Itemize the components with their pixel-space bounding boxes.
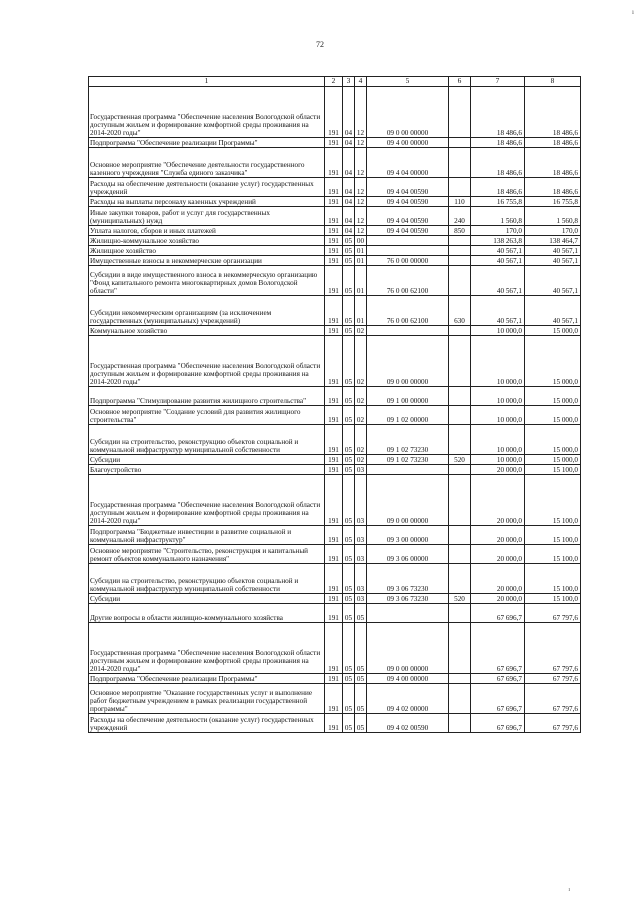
- item-name-cell: Жилищно-коммунальное хозяйство: [89, 236, 325, 246]
- amount-year2-cell: 138 464,7: [525, 236, 581, 246]
- amount-year2-cell: 40 567,1: [525, 266, 581, 296]
- amount-year2-cell: 67 797,6: [525, 604, 581, 623]
- item-name-cell: Подпрограмма "Бюджетные инвестиции в развитие социальной и коммунальной инфраструктур": [89, 526, 325, 545]
- header-cell: 6: [449, 77, 471, 87]
- table-row: [89, 148, 581, 178]
- ministry-code-cell: 191: [325, 326, 343, 336]
- table-row: [89, 526, 581, 545]
- amount-year1-cell: 40 567,1: [471, 256, 525, 266]
- amount-year2-cell: 15 100,0: [525, 475, 581, 526]
- expense-type-cell: 520: [449, 594, 471, 604]
- target-article-cell: 09 4 04 00590: [367, 178, 449, 197]
- section-code-cell: 05: [343, 236, 355, 246]
- section-code-cell: 05: [343, 246, 355, 256]
- expense-type-cell: 240: [449, 207, 471, 226]
- subsection-code-cell: 05: [355, 684, 367, 714]
- table-header-row: [89, 77, 581, 87]
- item-name-cell: Основное мероприятие "Обеспечение деятельности государственного казенного учреждения "Служба единого заказчика": [89, 148, 325, 178]
- target-article-cell: 09 1 02 73230: [367, 455, 449, 465]
- target-article-cell: [367, 326, 449, 336]
- item-name-cell: Расходы на выплаты персоналу казенных учреждений: [89, 197, 325, 207]
- ministry-code-cell: 191: [325, 296, 343, 326]
- expense-type-cell: [449, 266, 471, 296]
- expense-type-cell: [449, 336, 471, 387]
- ministry-code-cell: 191: [325, 475, 343, 526]
- ministry-code-cell: 191: [325, 604, 343, 623]
- subsection-code-cell: 02: [355, 387, 367, 406]
- expense-type-cell: 630: [449, 296, 471, 326]
- table-row: [89, 604, 581, 623]
- table-row: [89, 475, 581, 526]
- amount-year1-cell: 20 000,0: [471, 526, 525, 545]
- table-row: [89, 296, 581, 326]
- expense-type-cell: [449, 564, 471, 594]
- amount-year1-cell: 10 000,0: [471, 425, 525, 455]
- section-code-cell: 05: [343, 387, 355, 406]
- subsection-code-cell: 01: [355, 246, 367, 256]
- subsection-code-cell: 12: [355, 138, 367, 148]
- amount-year1-cell: 10 000,0: [471, 406, 525, 425]
- target-article-cell: [367, 246, 449, 256]
- item-name-cell: Государственная программа "Обеспечение населения Вологодской области доступным жильем и формирование комфортной среды проживания на 2014-2020 годы": [89, 623, 325, 674]
- ministry-code-cell: 191: [325, 406, 343, 425]
- amount-year1-cell: 20 000,0: [471, 594, 525, 604]
- subsection-code-cell: 03: [355, 564, 367, 594]
- amount-year1-cell: 18 486,6: [471, 148, 525, 178]
- target-article-cell: 09 0 00 00000: [367, 87, 449, 138]
- table-row: [89, 425, 581, 455]
- expense-type-cell: [449, 425, 471, 455]
- section-code-cell: 05: [343, 526, 355, 545]
- ministry-code-cell: 191: [325, 623, 343, 674]
- subsection-code-cell: 02: [355, 406, 367, 425]
- amount-year2-cell: 15 100,0: [525, 564, 581, 594]
- expense-type-cell: [449, 475, 471, 526]
- subsection-code-cell: 12: [355, 197, 367, 207]
- section-code-cell: 04: [343, 197, 355, 207]
- amount-year1-cell: 67 696,7: [471, 684, 525, 714]
- page-number: 72: [316, 40, 324, 49]
- amount-year1-cell: 20 000,0: [471, 475, 525, 526]
- section-code-cell: 05: [343, 425, 355, 455]
- amount-year2-cell: 18 486,6: [525, 138, 581, 148]
- expense-type-cell: [449, 148, 471, 178]
- expense-type-cell: [449, 714, 471, 733]
- item-name-cell: Субсидии: [89, 455, 325, 465]
- target-article-cell: 09 4 04 00590: [367, 226, 449, 236]
- corner-mark: ı: [632, 8, 634, 16]
- item-name-cell: Государственная программа "Обеспечение населения Вологодской области доступным жильем и формирование комфортной среды проживания на 2014-2020 годы": [89, 475, 325, 526]
- expense-type-cell: 110: [449, 197, 471, 207]
- section-code-cell: 05: [343, 296, 355, 326]
- amount-year2-cell: 15 000,0: [525, 425, 581, 455]
- target-article-cell: 09 4 00 00000: [367, 674, 449, 684]
- ministry-code-cell: 191: [325, 526, 343, 545]
- amount-year2-cell: 1 560,8: [525, 207, 581, 226]
- header-cell: 4: [355, 77, 367, 87]
- subsection-code-cell: 02: [355, 425, 367, 455]
- target-article-cell: 09 3 06 73230: [367, 564, 449, 594]
- target-article-cell: 09 1 02 00000: [367, 406, 449, 425]
- item-name-cell: Жилищное хозяйство: [89, 246, 325, 256]
- table-row: [89, 465, 581, 475]
- item-name-cell: Субсидии некоммерческим организациям (за исключением государственных (муниципальных) учреждений): [89, 296, 325, 326]
- table-row: [89, 406, 581, 425]
- bottom-mark: ı: [568, 887, 570, 893]
- section-code-cell: 05: [343, 326, 355, 336]
- amount-year1-cell: 67 696,7: [471, 604, 525, 623]
- ministry-code-cell: 191: [325, 226, 343, 236]
- expense-type-cell: [449, 465, 471, 475]
- amount-year2-cell: 67 797,6: [525, 714, 581, 733]
- subsection-code-cell: 02: [355, 455, 367, 465]
- subsection-code-cell: 02: [355, 326, 367, 336]
- header-cell: 2: [325, 77, 343, 87]
- expense-type-cell: [449, 406, 471, 425]
- expense-type-cell: [449, 604, 471, 623]
- table-row: [89, 564, 581, 594]
- subsection-code-cell: 12: [355, 207, 367, 226]
- amount-year2-cell: 16 755,8: [525, 197, 581, 207]
- section-code-cell: 05: [343, 256, 355, 266]
- amount-year2-cell: 15 000,0: [525, 326, 581, 336]
- amount-year1-cell: 40 567,1: [471, 246, 525, 256]
- subsection-code-cell: 05: [355, 623, 367, 674]
- expense-type-cell: [449, 674, 471, 684]
- subsection-code-cell: 05: [355, 674, 367, 684]
- table-row: [89, 674, 581, 684]
- target-article-cell: 09 0 00 00000: [367, 475, 449, 526]
- ministry-code-cell: 191: [325, 545, 343, 564]
- ministry-code-cell: 191: [325, 714, 343, 733]
- amount-year1-cell: 18 486,6: [471, 178, 525, 197]
- table-row: [89, 387, 581, 406]
- target-article-cell: 09 3 00 00000: [367, 526, 449, 545]
- header-cell: 5: [367, 77, 449, 87]
- item-name-cell: Подпрограмма "Обеспечение реализации Программы": [89, 138, 325, 148]
- item-name-cell: Благоустройство: [89, 465, 325, 475]
- header-cell: 7: [471, 77, 525, 87]
- amount-year1-cell: 170,0: [471, 226, 525, 236]
- ministry-code-cell: 191: [325, 465, 343, 475]
- table-row: [89, 197, 581, 207]
- subsection-code-cell: 03: [355, 545, 367, 564]
- ministry-code-cell: 191: [325, 178, 343, 197]
- item-name-cell: Субсидии: [89, 594, 325, 604]
- ministry-code-cell: 191: [325, 594, 343, 604]
- target-article-cell: [367, 465, 449, 475]
- ministry-code-cell: 191: [325, 564, 343, 594]
- amount-year1-cell: 40 567,1: [471, 296, 525, 326]
- section-code-cell: 04: [343, 207, 355, 226]
- amount-year2-cell: 18 486,6: [525, 178, 581, 197]
- target-article-cell: 09 4 04 00590: [367, 197, 449, 207]
- amount-year2-cell: 40 567,1: [525, 256, 581, 266]
- section-code-cell: 04: [343, 178, 355, 197]
- ministry-code-cell: 191: [325, 266, 343, 296]
- expense-type-cell: [449, 326, 471, 336]
- amount-year2-cell: 15 100,0: [525, 465, 581, 475]
- amount-year2-cell: 67 797,6: [525, 674, 581, 684]
- amount-year2-cell: 15 100,0: [525, 526, 581, 545]
- table-row: [89, 266, 581, 296]
- subsection-code-cell: 12: [355, 178, 367, 197]
- subsection-code-cell: 05: [355, 714, 367, 733]
- item-name-cell: Подпрограмма "Стимулирование развития жилищного строительства": [89, 387, 325, 406]
- ministry-code-cell: 191: [325, 425, 343, 455]
- subsection-code-cell: 05: [355, 604, 367, 623]
- section-code-cell: 05: [343, 684, 355, 714]
- ministry-code-cell: 191: [325, 148, 343, 178]
- target-article-cell: 76 0 00 62100: [367, 266, 449, 296]
- item-name-cell: Субсидии в виде имущественного взноса в некоммерческую организацию "Фонд капитального ремонта многоквартирных домов Вологодской области": [89, 266, 325, 296]
- item-name-cell: Другие вопросы в области жилищно-коммунального хозяйства: [89, 604, 325, 623]
- target-article-cell: 09 4 04 00590: [367, 207, 449, 226]
- expense-type-cell: 520: [449, 455, 471, 465]
- subsection-code-cell: 00: [355, 236, 367, 246]
- section-code-cell: 05: [343, 564, 355, 594]
- amount-year2-cell: 170,0: [525, 226, 581, 236]
- section-code-cell: 05: [343, 594, 355, 604]
- target-article-cell: 09 4 00 00000: [367, 138, 449, 148]
- amount-year2-cell: 15 100,0: [525, 545, 581, 564]
- section-code-cell: 05: [343, 266, 355, 296]
- amount-year2-cell: 67 797,6: [525, 684, 581, 714]
- amount-year2-cell: 15 000,0: [525, 406, 581, 425]
- table-row: [89, 594, 581, 604]
- ministry-code-cell: 191: [325, 246, 343, 256]
- expense-type-cell: [449, 387, 471, 406]
- expense-type-cell: [449, 236, 471, 246]
- amount-year1-cell: 18 486,6: [471, 87, 525, 138]
- subsection-code-cell: 12: [355, 87, 367, 138]
- ministry-code-cell: 191: [325, 236, 343, 246]
- amount-year1-cell: 10 000,0: [471, 336, 525, 387]
- target-article-cell: 09 3 06 00000: [367, 545, 449, 564]
- table-row: [89, 207, 581, 226]
- subsection-code-cell: 03: [355, 526, 367, 545]
- subsection-code-cell: 01: [355, 256, 367, 266]
- amount-year2-cell: 18 486,6: [525, 87, 581, 138]
- table-row: [89, 236, 581, 246]
- ministry-code-cell: 191: [325, 87, 343, 138]
- item-name-cell: Субсидии на строительство, реконструкцию объектов социальной и коммунальной инфраструктур муниципальной собственности: [89, 564, 325, 594]
- amount-year1-cell: 67 696,7: [471, 623, 525, 674]
- amount-year1-cell: 20 000,0: [471, 564, 525, 594]
- item-name-cell: Субсидии на строительство, реконструкцию объектов социальной и коммунальной инфраструктур муниципальной собственности: [89, 425, 325, 455]
- subsection-code-cell: 03: [355, 475, 367, 526]
- table-row: [89, 455, 581, 465]
- section-code-cell: 04: [343, 138, 355, 148]
- target-article-cell: 09 4 02 00590: [367, 714, 449, 733]
- item-name-cell: Имущественные взносы в некоммерческие организации: [89, 256, 325, 266]
- amount-year1-cell: 67 696,7: [471, 714, 525, 733]
- section-code-cell: 04: [343, 87, 355, 138]
- target-article-cell: 09 4 02 00000: [367, 684, 449, 714]
- subsection-code-cell: 03: [355, 465, 367, 475]
- amount-year2-cell: 40 567,1: [525, 296, 581, 326]
- target-article-cell: 09 0 00 00000: [367, 336, 449, 387]
- item-name-cell: Расходы на обеспечение деятельности (оказание услуг) государственных учреждений: [89, 714, 325, 733]
- section-code-cell: 05: [343, 406, 355, 425]
- amount-year2-cell: 18 486,6: [525, 148, 581, 178]
- subsection-code-cell: 02: [355, 336, 367, 387]
- item-name-cell: Подпрограмма "Обеспечение реализации Программы": [89, 674, 325, 684]
- item-name-cell: Основное мероприятие "Оказание государственных услуг и выполнение работ бюджетным учреждением в рамках реализации государственной программы": [89, 684, 325, 714]
- budget-table: [88, 76, 581, 733]
- ministry-code-cell: 191: [325, 336, 343, 387]
- target-article-cell: 76 0 00 62100: [367, 296, 449, 326]
- ministry-code-cell: 191: [325, 684, 343, 714]
- target-article-cell: 09 0 00 00000: [367, 623, 449, 674]
- table-row: [89, 336, 581, 387]
- table-row: [89, 326, 581, 336]
- amount-year2-cell: 15 000,0: [525, 455, 581, 465]
- table-row: [89, 226, 581, 236]
- amount-year1-cell: 18 486,6: [471, 138, 525, 148]
- amount-year1-cell: 40 567,1: [471, 266, 525, 296]
- amount-year1-cell: 20 000,0: [471, 465, 525, 475]
- target-article-cell: 09 3 06 73230: [367, 594, 449, 604]
- subsection-code-cell: 03: [355, 594, 367, 604]
- subsection-code-cell: 12: [355, 148, 367, 178]
- expense-type-cell: [449, 526, 471, 545]
- ministry-code-cell: 191: [325, 256, 343, 266]
- section-code-cell: 04: [343, 226, 355, 236]
- expense-type-cell: [449, 246, 471, 256]
- amount-year2-cell: 40 567,1: [525, 246, 581, 256]
- target-article-cell: [367, 604, 449, 623]
- table-row: [89, 87, 581, 138]
- table-row: [89, 623, 581, 674]
- table-row: [89, 256, 581, 266]
- section-code-cell: 05: [343, 674, 355, 684]
- target-article-cell: 09 1 00 00000: [367, 387, 449, 406]
- section-code-cell: 05: [343, 336, 355, 387]
- amount-year2-cell: 15 100,0: [525, 594, 581, 604]
- table-row: [89, 545, 581, 564]
- expense-type-cell: 850: [449, 226, 471, 236]
- expense-type-cell: [449, 545, 471, 564]
- amount-year1-cell: 10 000,0: [471, 455, 525, 465]
- table-row: [89, 714, 581, 733]
- target-article-cell: 09 4 04 00000: [367, 148, 449, 178]
- amount-year1-cell: 1 560,8: [471, 207, 525, 226]
- target-article-cell: [367, 236, 449, 246]
- subsection-code-cell: 12: [355, 226, 367, 236]
- section-code-cell: 05: [343, 465, 355, 475]
- ministry-code-cell: 191: [325, 138, 343, 148]
- table-row: [89, 178, 581, 197]
- table-row: [89, 138, 581, 148]
- expense-type-cell: [449, 87, 471, 138]
- section-code-cell: 04: [343, 148, 355, 178]
- target-article-cell: 76 0 00 00000: [367, 256, 449, 266]
- item-name-cell: Уплата налогов, сборов и иных платежей: [89, 226, 325, 236]
- item-name-cell: Государственная программа "Обеспечение населения Вологодской области доступным жильем и формирование комфортной среды проживания на 2014-2020 годы": [89, 336, 325, 387]
- section-code-cell: 05: [343, 475, 355, 526]
- amount-year1-cell: 138 263,8: [471, 236, 525, 246]
- section-code-cell: 05: [343, 545, 355, 564]
- expense-type-cell: [449, 178, 471, 197]
- ministry-code-cell: 191: [325, 674, 343, 684]
- amount-year1-cell: 16 755,8: [471, 197, 525, 207]
- amount-year2-cell: 15 000,0: [525, 387, 581, 406]
- item-name-cell: Государственная программа "Обеспечение населения Вологодской области доступным жильем и формирование комфортной среды проживания на 2014-2020 годы": [89, 87, 325, 138]
- item-name-cell: Основное мероприятие "Строительство, реконструкция и капитальный ремонт объектов коммунального назначения": [89, 545, 325, 564]
- item-name-cell: Расходы на обеспечение деятельности (оказание услуг) государственных учреждений: [89, 178, 325, 197]
- amount-year2-cell: 67 797,6: [525, 623, 581, 674]
- table-row: [89, 246, 581, 256]
- item-name-cell: Основное мероприятие "Создание условий для развития жилищного строительства": [89, 406, 325, 425]
- amount-year1-cell: 67 696,7: [471, 674, 525, 684]
- item-name-cell: Иные закупки товаров, работ и услуг для государственных (муниципальных) нужд: [89, 207, 325, 226]
- table-row: [89, 684, 581, 714]
- amount-year1-cell: 10 000,0: [471, 326, 525, 336]
- subsection-code-cell: 01: [355, 296, 367, 326]
- section-code-cell: 05: [343, 604, 355, 623]
- amount-year1-cell: 20 000,0: [471, 545, 525, 564]
- item-name-cell: Коммунальное хозяйство: [89, 326, 325, 336]
- expense-type-cell: [449, 138, 471, 148]
- header-cell: 8: [525, 77, 581, 87]
- ministry-code-cell: 191: [325, 387, 343, 406]
- section-code-cell: 05: [343, 455, 355, 465]
- expense-type-cell: [449, 256, 471, 266]
- expense-type-cell: [449, 623, 471, 674]
- section-code-cell: 05: [343, 714, 355, 733]
- header-cell: 3: [343, 77, 355, 87]
- amount-year1-cell: 10 000,0: [471, 387, 525, 406]
- ministry-code-cell: 191: [325, 207, 343, 226]
- section-code-cell: 05: [343, 623, 355, 674]
- ministry-code-cell: 191: [325, 197, 343, 207]
- target-article-cell: 09 1 02 73230: [367, 425, 449, 455]
- amount-year2-cell: 15 000,0: [525, 336, 581, 387]
- ministry-code-cell: 191: [325, 455, 343, 465]
- subsection-code-cell: 01: [355, 266, 367, 296]
- expense-type-cell: [449, 684, 471, 714]
- header-cell: 1: [89, 77, 325, 87]
